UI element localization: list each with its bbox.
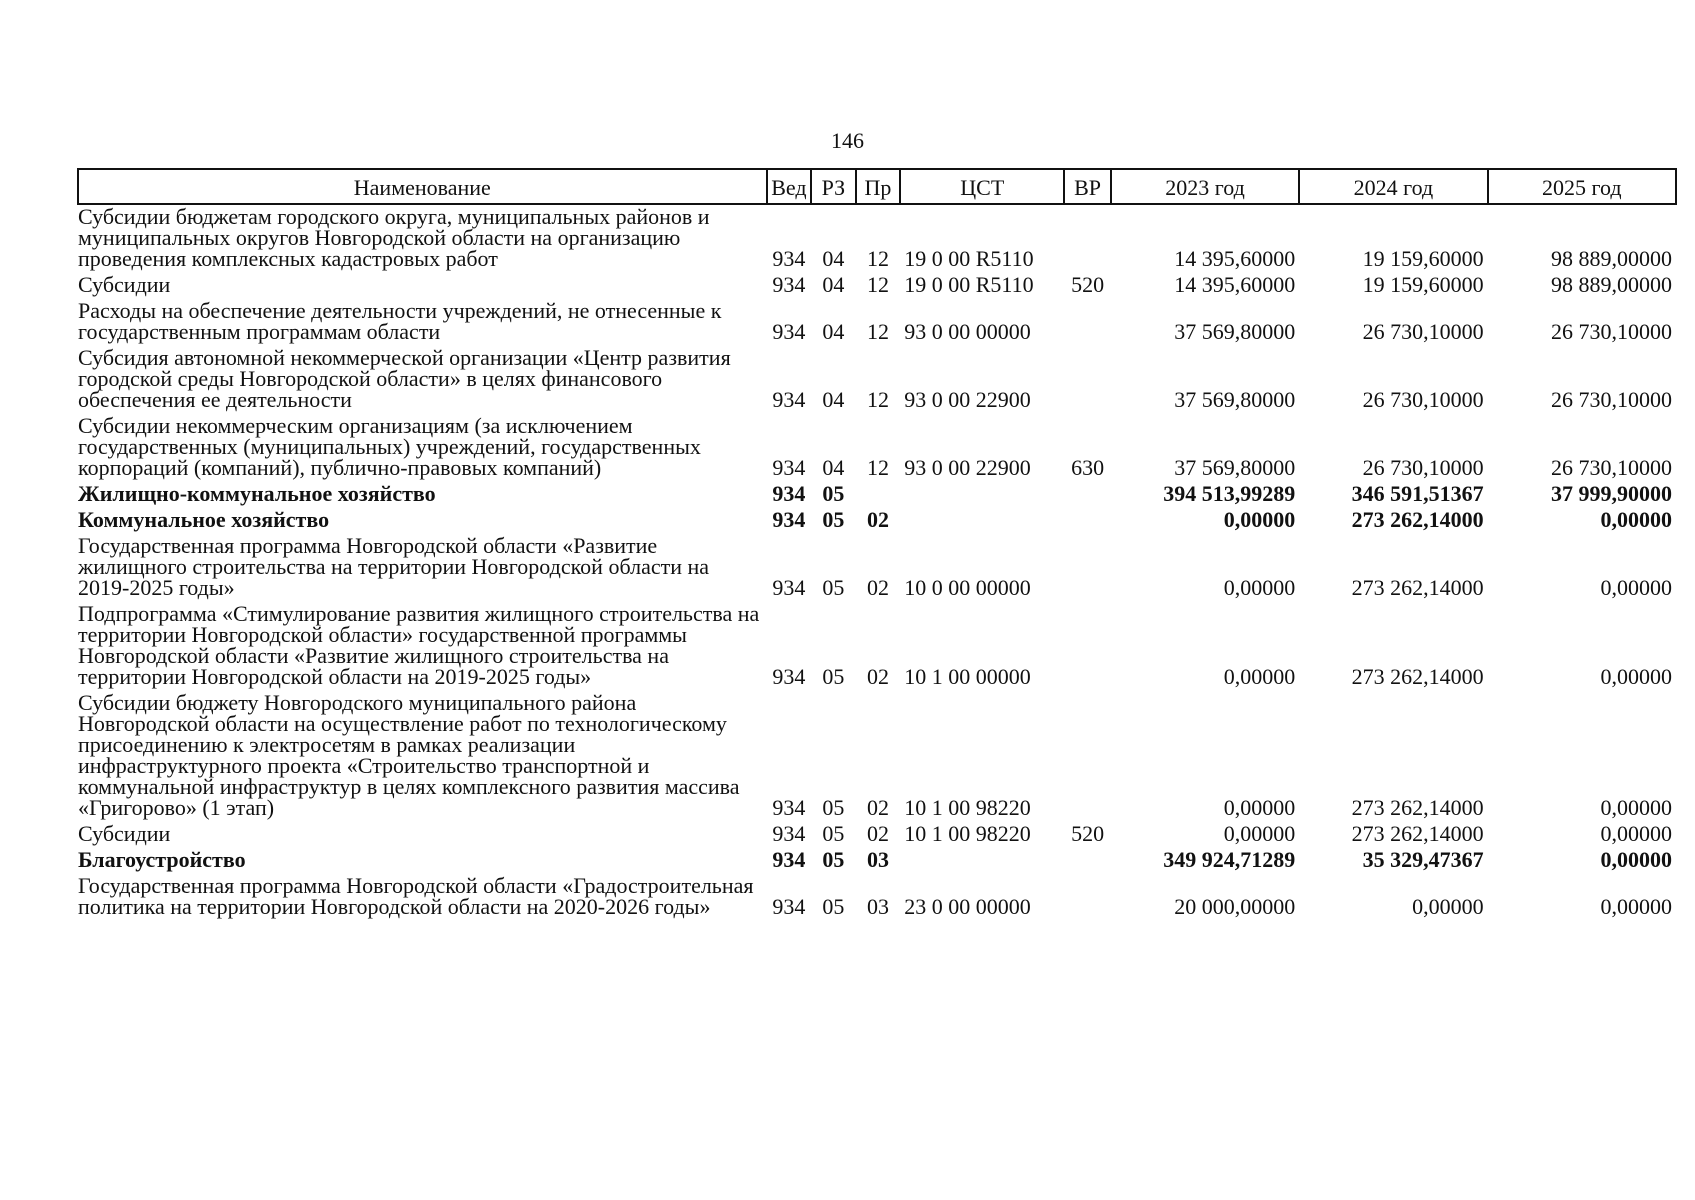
cell-pr: 12 — [866, 455, 889, 480]
cell-rz: 05 — [822, 821, 845, 846]
cell-ved: 934 — [772, 847, 806, 872]
cell-cst: 10 1 00 00000 — [904, 664, 1031, 689]
cell-ved: 934 — [772, 894, 806, 919]
cell-2024: 19 159,60000 — [1362, 246, 1484, 271]
cell-name: Подпрограмма «Стимулирование развития жилищного строительства на территории Новгородской области» государственной программы Новгородской области «Развитие жилищного строительства на территории Новгородской области на 2019-2025 годы» — [78, 601, 760, 689]
cell-name: Субсидии — [78, 272, 171, 297]
table-header — [78, 169, 1676, 204]
cell-rz: 05 — [822, 894, 845, 919]
table-row — [78, 534, 1676, 602]
table-row — [78, 346, 1676, 414]
cell-name: Жилищно-коммунальное хозяйство — [78, 481, 436, 506]
cell-cst: 10 0 00 00000 — [904, 575, 1031, 600]
cell-rz: 04 — [822, 319, 845, 344]
cell-ved: 934 — [772, 455, 806, 480]
cell-name: Коммунальное хозяйство — [78, 507, 330, 532]
cell-2025: 98 889,00000 — [1551, 246, 1672, 271]
cell-2025: 0,00000 — [1600, 507, 1672, 532]
cell-2023: 0,00000 — [1223, 507, 1296, 532]
table-row — [78, 848, 1676, 874]
cell-pr: 02 — [866, 664, 889, 689]
cell-rz: 04 — [822, 272, 845, 297]
cell-pr: 03 — [866, 847, 889, 872]
cell-name: Государственная программа Новгородской области «Развитие жилищного строительства на территории Новгородской области на 2019-2025 годы» — [78, 533, 710, 600]
cell-name: Субсидии бюджетам городского округа, муниципальных районов и муниципальных округов Новгородской области на организацию проведения комплексных кадастровых работ — [78, 204, 710, 271]
cell-2023: 0,00000 — [1223, 575, 1296, 600]
cell-vr — [1064, 299, 1111, 346]
cell-2024: 26 730,10000 — [1362, 387, 1484, 412]
cell-cst: 10 1 00 98220 — [904, 821, 1031, 846]
cell-vr — [1064, 482, 1111, 508]
cell-vr: 630 — [1071, 455, 1105, 480]
cell-vr — [1064, 848, 1111, 874]
cell-2024: 19 159,60000 — [1362, 272, 1484, 297]
cell-2025: 37 999,90000 — [1551, 481, 1672, 506]
cell-cst: 93 0 00 00000 — [904, 319, 1031, 344]
cell-rz: 04 — [822, 455, 845, 480]
cell-ved: 934 — [772, 246, 806, 271]
cell-2024: 273 262,14000 — [1351, 664, 1484, 689]
cell-2023: 20 000,00000 — [1174, 894, 1296, 919]
header-ved: Вед — [767, 169, 812, 204]
cell-rz: 05 — [822, 795, 845, 820]
cell-name: Субсидии — [78, 821, 171, 846]
cell-2023: 349 924,71289 — [1163, 847, 1296, 872]
cell-name: Субсидия автономной некоммерческой организации «Центр развития городской среды Новгородской области» в целях финансового обеспечения ее деятельности — [78, 345, 731, 412]
cell-2024: 35 329,47367 — [1362, 847, 1484, 872]
cell-ved: 934 — [772, 481, 806, 506]
header-vr: ВР — [1064, 169, 1111, 204]
cell-vr — [1064, 204, 1111, 273]
cell-2024: 26 730,10000 — [1362, 455, 1484, 480]
cell-name: Расходы на обеспечение деятельности учреждений, не отнесенные к государственным программам области — [78, 298, 722, 344]
cell-2023: 0,00000 — [1223, 795, 1296, 820]
cell-2025: 98 889,00000 — [1551, 272, 1672, 297]
cell-2024: 273 262,14000 — [1351, 507, 1484, 532]
cell-2025: 0,00000 — [1600, 821, 1672, 846]
cell-2023: 37 569,80000 — [1174, 455, 1296, 480]
cell-2025: 0,00000 — [1600, 894, 1672, 919]
cell-cst — [900, 508, 1064, 534]
cell-2025: 0,00000 — [1600, 664, 1672, 689]
cell-ved: 934 — [772, 272, 806, 297]
cell-2023: 0,00000 — [1223, 821, 1296, 846]
cell-rz: 05 — [822, 507, 845, 532]
header-2024: 2024 год — [1299, 169, 1487, 204]
cell-2024: 273 262,14000 — [1351, 821, 1484, 846]
table-row — [78, 602, 1676, 691]
cell-2024: 346 591,51367 — [1351, 481, 1484, 506]
cell-2025: 26 730,10000 — [1551, 455, 1672, 480]
cell-name: Государственная программа Новгородской области «Градостроительная политика на территории Новгородской области на 2020-2026 годы» — [78, 873, 754, 919]
cell-ved: 934 — [772, 575, 806, 600]
cell-cst — [900, 482, 1064, 508]
cell-2023: 14 395,60000 — [1174, 246, 1296, 271]
cell-pr: 02 — [866, 795, 889, 820]
page-number: 146 — [831, 128, 864, 153]
table-row — [78, 299, 1676, 346]
cell-vr: 520 — [1071, 821, 1105, 846]
cell-vr — [1064, 508, 1111, 534]
cell-ved: 934 — [772, 664, 806, 689]
cell-2025: 0,00000 — [1600, 847, 1672, 872]
cell-vr — [1064, 691, 1111, 822]
cell-vr — [1064, 602, 1111, 691]
cell-rz: 05 — [822, 664, 845, 689]
table-row — [78, 482, 1676, 508]
cell-pr: 02 — [866, 575, 889, 600]
cell-pr: 02 — [866, 507, 889, 532]
cell-vr — [1064, 346, 1111, 414]
cell-2023: 14 395,60000 — [1174, 272, 1296, 297]
cell-2023: 394 513,99289 — [1163, 481, 1296, 506]
cell-name: Субсидии некоммерческим организациям (за исключением государственных (муниципальных) учреждений, государственных корпораций (компаний), публично-правовых компаний) — [78, 413, 701, 480]
header-pr: Пр — [856, 169, 901, 204]
cell-ved: 934 — [772, 319, 806, 344]
table-row — [78, 414, 1676, 482]
header-2023: 2023 год — [1111, 169, 1299, 204]
table-row — [78, 691, 1676, 822]
cell-rz: 05 — [822, 481, 845, 506]
cell-vr — [1064, 534, 1111, 602]
cell-cst: 93 0 00 22900 — [904, 387, 1031, 412]
cell-rz: 04 — [822, 246, 845, 271]
cell-pr: 12 — [866, 246, 889, 271]
cell-2023: 37 569,80000 — [1174, 319, 1296, 344]
cell-pr: 02 — [866, 821, 889, 846]
cell-2023: 0,00000 — [1223, 664, 1296, 689]
cell-pr — [856, 482, 901, 508]
cell-pr: 12 — [866, 319, 889, 344]
cell-ved: 934 — [772, 821, 806, 846]
cell-cst: 10 1 00 98220 — [904, 795, 1031, 820]
cell-pr: 12 — [866, 272, 889, 297]
cell-cst: 19 0 00 R5110 — [904, 246, 1034, 271]
header-rz: РЗ — [811, 169, 856, 204]
cell-name: Благоустройство — [78, 847, 246, 872]
cell-cst — [900, 848, 1064, 874]
cell-rz: 05 — [822, 575, 845, 600]
header-name: Наименование — [78, 169, 767, 204]
cell-2024: 273 262,14000 — [1351, 795, 1484, 820]
cell-2023: 37 569,80000 — [1174, 387, 1296, 412]
cell-ved: 934 — [772, 387, 806, 412]
table-row — [78, 273, 1676, 299]
cell-2025: 0,00000 — [1600, 795, 1672, 820]
budget-table — [77, 168, 1677, 921]
cell-ved: 934 — [772, 507, 806, 532]
cell-pr: 12 — [866, 387, 889, 412]
cell-2024: 26 730,10000 — [1362, 319, 1484, 344]
cell-cst: 93 0 00 22900 — [904, 455, 1031, 480]
header-row — [78, 169, 1676, 204]
cell-rz: 04 — [822, 387, 845, 412]
cell-name: Субсидии бюджету Новгородского муниципального района Новгородской области на осуществление работ по технологическому присоединению к электросетям в рамках реализации инфраструктурного проекта «Строительство транспортной и коммунальной инфраструктур в целях комплексного развития массива «Григорово» (1 этап) — [78, 690, 740, 820]
cell-vr: 520 — [1071, 272, 1105, 297]
header-cst: ЦСТ — [900, 169, 1064, 204]
table-row — [78, 874, 1676, 921]
cell-rz: 05 — [822, 847, 845, 872]
cell-2025: 0,00000 — [1600, 575, 1672, 600]
cell-cst: 19 0 00 R5110 — [904, 272, 1034, 297]
cell-2025: 26 730,10000 — [1551, 387, 1672, 412]
table-row — [78, 822, 1676, 848]
table-row — [78, 204, 1676, 273]
header-2025: 2025 год — [1488, 169, 1676, 204]
cell-2024: 0,00000 — [1412, 894, 1484, 919]
cell-vr — [1064, 874, 1111, 921]
table-row — [78, 508, 1676, 534]
cell-ved: 934 — [772, 795, 806, 820]
cell-2025: 26 730,10000 — [1551, 319, 1672, 344]
cell-2024: 273 262,14000 — [1351, 575, 1484, 600]
cell-pr: 03 — [866, 894, 889, 919]
table-body — [78, 204, 1676, 921]
cell-cst: 23 0 00 00000 — [904, 894, 1031, 919]
